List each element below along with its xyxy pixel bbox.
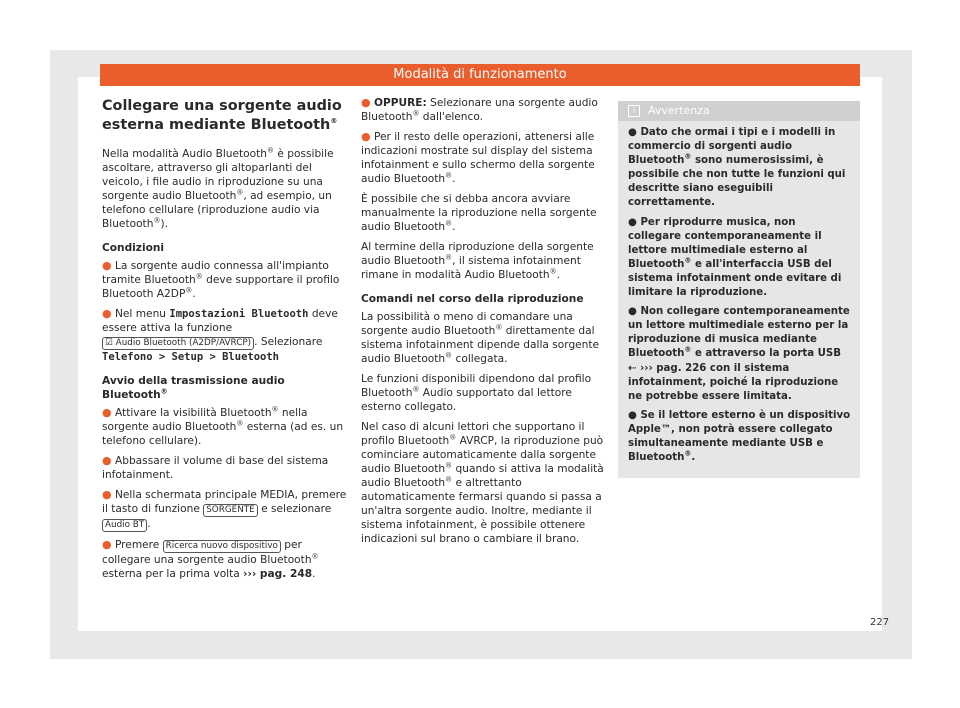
paragraph: Al termine della riproduzione della sorgente audio Bluetooth®, il sistema infotainment rimane in modalità Audio Bluetooth®. <box>361 241 594 281</box>
conditions-heading: Condizioni <box>102 242 165 254</box>
warning-item: ● Se il lettore esterno è un dispositivo Apple™, non potrà essere collegato simultaneamente mediante USB e Bluetooth®. <box>628 409 851 464</box>
step-item: ● Attivare la visibilità Bluetooth® nella sorgente audio Bluetooth® esterna (ad es. un telefono cellulare). <box>102 405 344 447</box>
condition-item: ● La sorgente audio connessa all'impianto tramite Bluetooth® deve supportare il profilo Bluetooth A2DP®. <box>102 259 340 300</box>
intro-paragraph: Nella modalità Audio Bluetooth® è possibile ascoltare, attraverso gli altoparlanti del veicolo, i file audio in riproduzione su una sorgente audio Bluetooth®, ad esempio, un telefono cellulare (riproduzione audio via Bluetooth®). <box>102 146 334 230</box>
menu-path: Telefono > Setup > Bluetooth <box>102 351 280 363</box>
bullet-icon: ● <box>102 259 112 272</box>
section-header: Modalità di funzionamento <box>100 64 860 86</box>
bullet-icon: ● <box>102 538 112 551</box>
menu-name: Impostazioni Bluetooth <box>169 308 309 320</box>
step-item: ● Premere Ricerca nuovo dispositivo per collegare una sorgente audio Bluetooth® esterna per la prima volta ››› pag. 248. <box>102 538 319 580</box>
bullet-icon: ● <box>102 307 112 320</box>
bullet-icon: ● <box>628 127 637 138</box>
paragraph: È possibile che si debba ancora avviare manualmente la riproduzione nella sorgente audio Bluetooth®. <box>361 193 597 233</box>
key-audio-bt: Audio BT <box>102 519 147 532</box>
step-item: ● Abbassare il volume di base del sistema infotainment. <box>102 454 329 481</box>
usb-icon: ⇠ <box>628 362 637 374</box>
commands-heading: Comandi nel corso della riproduzione <box>361 293 584 305</box>
warning-item: ● Dato che ormai i tipi e i modelli in commercio di sorgenti audio Bluetooth® sono numerosissimi, è possibile che non tutte le funzioni qui descritte siano eseguibili correttamente. <box>628 127 846 209</box>
bullet-icon: ● <box>102 454 112 467</box>
step-item: ● Nella schermata principale MEDIA, premere il tasto di funzione SORGENTE e selezionare Audio BT . <box>102 488 347 530</box>
warning-item: ● Non collegare contemporaneamente un lettore multimediale esterno per la riproduzione di musica mediante Bluetooth® e attraverso la porta USB ⇠ ››› pag. 226 con il sistema infotainment, poiché la riproduzione ne potrebbe essere limitata. <box>628 306 850 402</box>
key-ricerca-nuovo-dispositivo: Ricerca nuovo dispositivo <box>163 540 281 553</box>
bullet-icon: ● <box>361 130 371 143</box>
page-reference-link[interactable]: ››› pag. 248 <box>243 568 313 580</box>
page-number: 227 <box>870 617 890 628</box>
bullet-icon: ● <box>102 488 112 501</box>
paragraph: Le funzioni disponibili dipendono dal profilo Bluetooth® Audio supportato dal lettore esterno collegato. <box>361 373 592 413</box>
warning-body <box>618 121 860 478</box>
paragraph: La possibilità o meno di comandare una sorgente audio Bluetooth® direttamente dal sistema infotainment dipende dalla sorgente audio Bluetooth® collegata. <box>361 311 600 365</box>
function-checkbox-audio-bluetooth: ☑ Audio Bluetooth (A2DP/AVRCP) <box>102 337 254 350</box>
warning-header: i Avvertenza <box>618 101 860 121</box>
bullet-icon: ● <box>628 409 637 421</box>
condition-item: ● Nel menu Impostazioni Bluetooth deve essere attiva la funzione ☑ Audio Bluetooth (A2DP/AVRCP) . Selezionare Telefono > Setup > Bluetooth <box>102 307 338 363</box>
info-icon: i <box>628 105 640 117</box>
bullet-icon: ● <box>628 216 637 228</box>
warning-item: ● Per riprodurre musica, non collegare contemporaneamente il lettore multimediale esterno al Bluetooth® e all'interfaccia USB del sistema infotainment onde evitare di limitare la riproduzione. <box>628 216 842 299</box>
page-reference-link[interactable]: ››› pag. 226 <box>640 362 707 374</box>
paragraph: Nel caso di alcuni lettori che supportano il profilo Bluetooth® AVRCP, la riproduzione può cominciare automaticamente dalla sorgente audio Bluetooth® quando si attiva la modalità audio Bluetooth® e altrettanto automaticamente fermarsi quando si passa a un'altra sorgente audio. Inoltre, mediante il sistema infotainment, è possibile ottenere indicazioni sul brano o cambiare il brano. <box>361 421 604 545</box>
step-item: ● OPPURE: Selezionare una sorgente audio Bluetooth® dall'elenco. <box>361 96 598 123</box>
step-item: ● Per il resto delle operazioni, attenersi alle indicazioni mostrate sul display del sistema infotainment e sullo schermo della sorgente audio Bluetooth®. <box>361 130 595 185</box>
key-sorgente: SORGENTE <box>203 504 258 517</box>
column-middle <box>361 96 606 552</box>
column-left <box>102 96 350 587</box>
bullet-icon: ● <box>102 406 112 419</box>
section-title: Collegare una sorgente audio esterna mediante Bluetooth® <box>102 98 342 133</box>
bullet-icon: ● <box>628 306 637 318</box>
bullet-icon: ● <box>361 96 371 109</box>
start-heading: Avvio della trasmissione audio Bluetooth® <box>102 375 285 401</box>
warning-note <box>618 101 860 478</box>
